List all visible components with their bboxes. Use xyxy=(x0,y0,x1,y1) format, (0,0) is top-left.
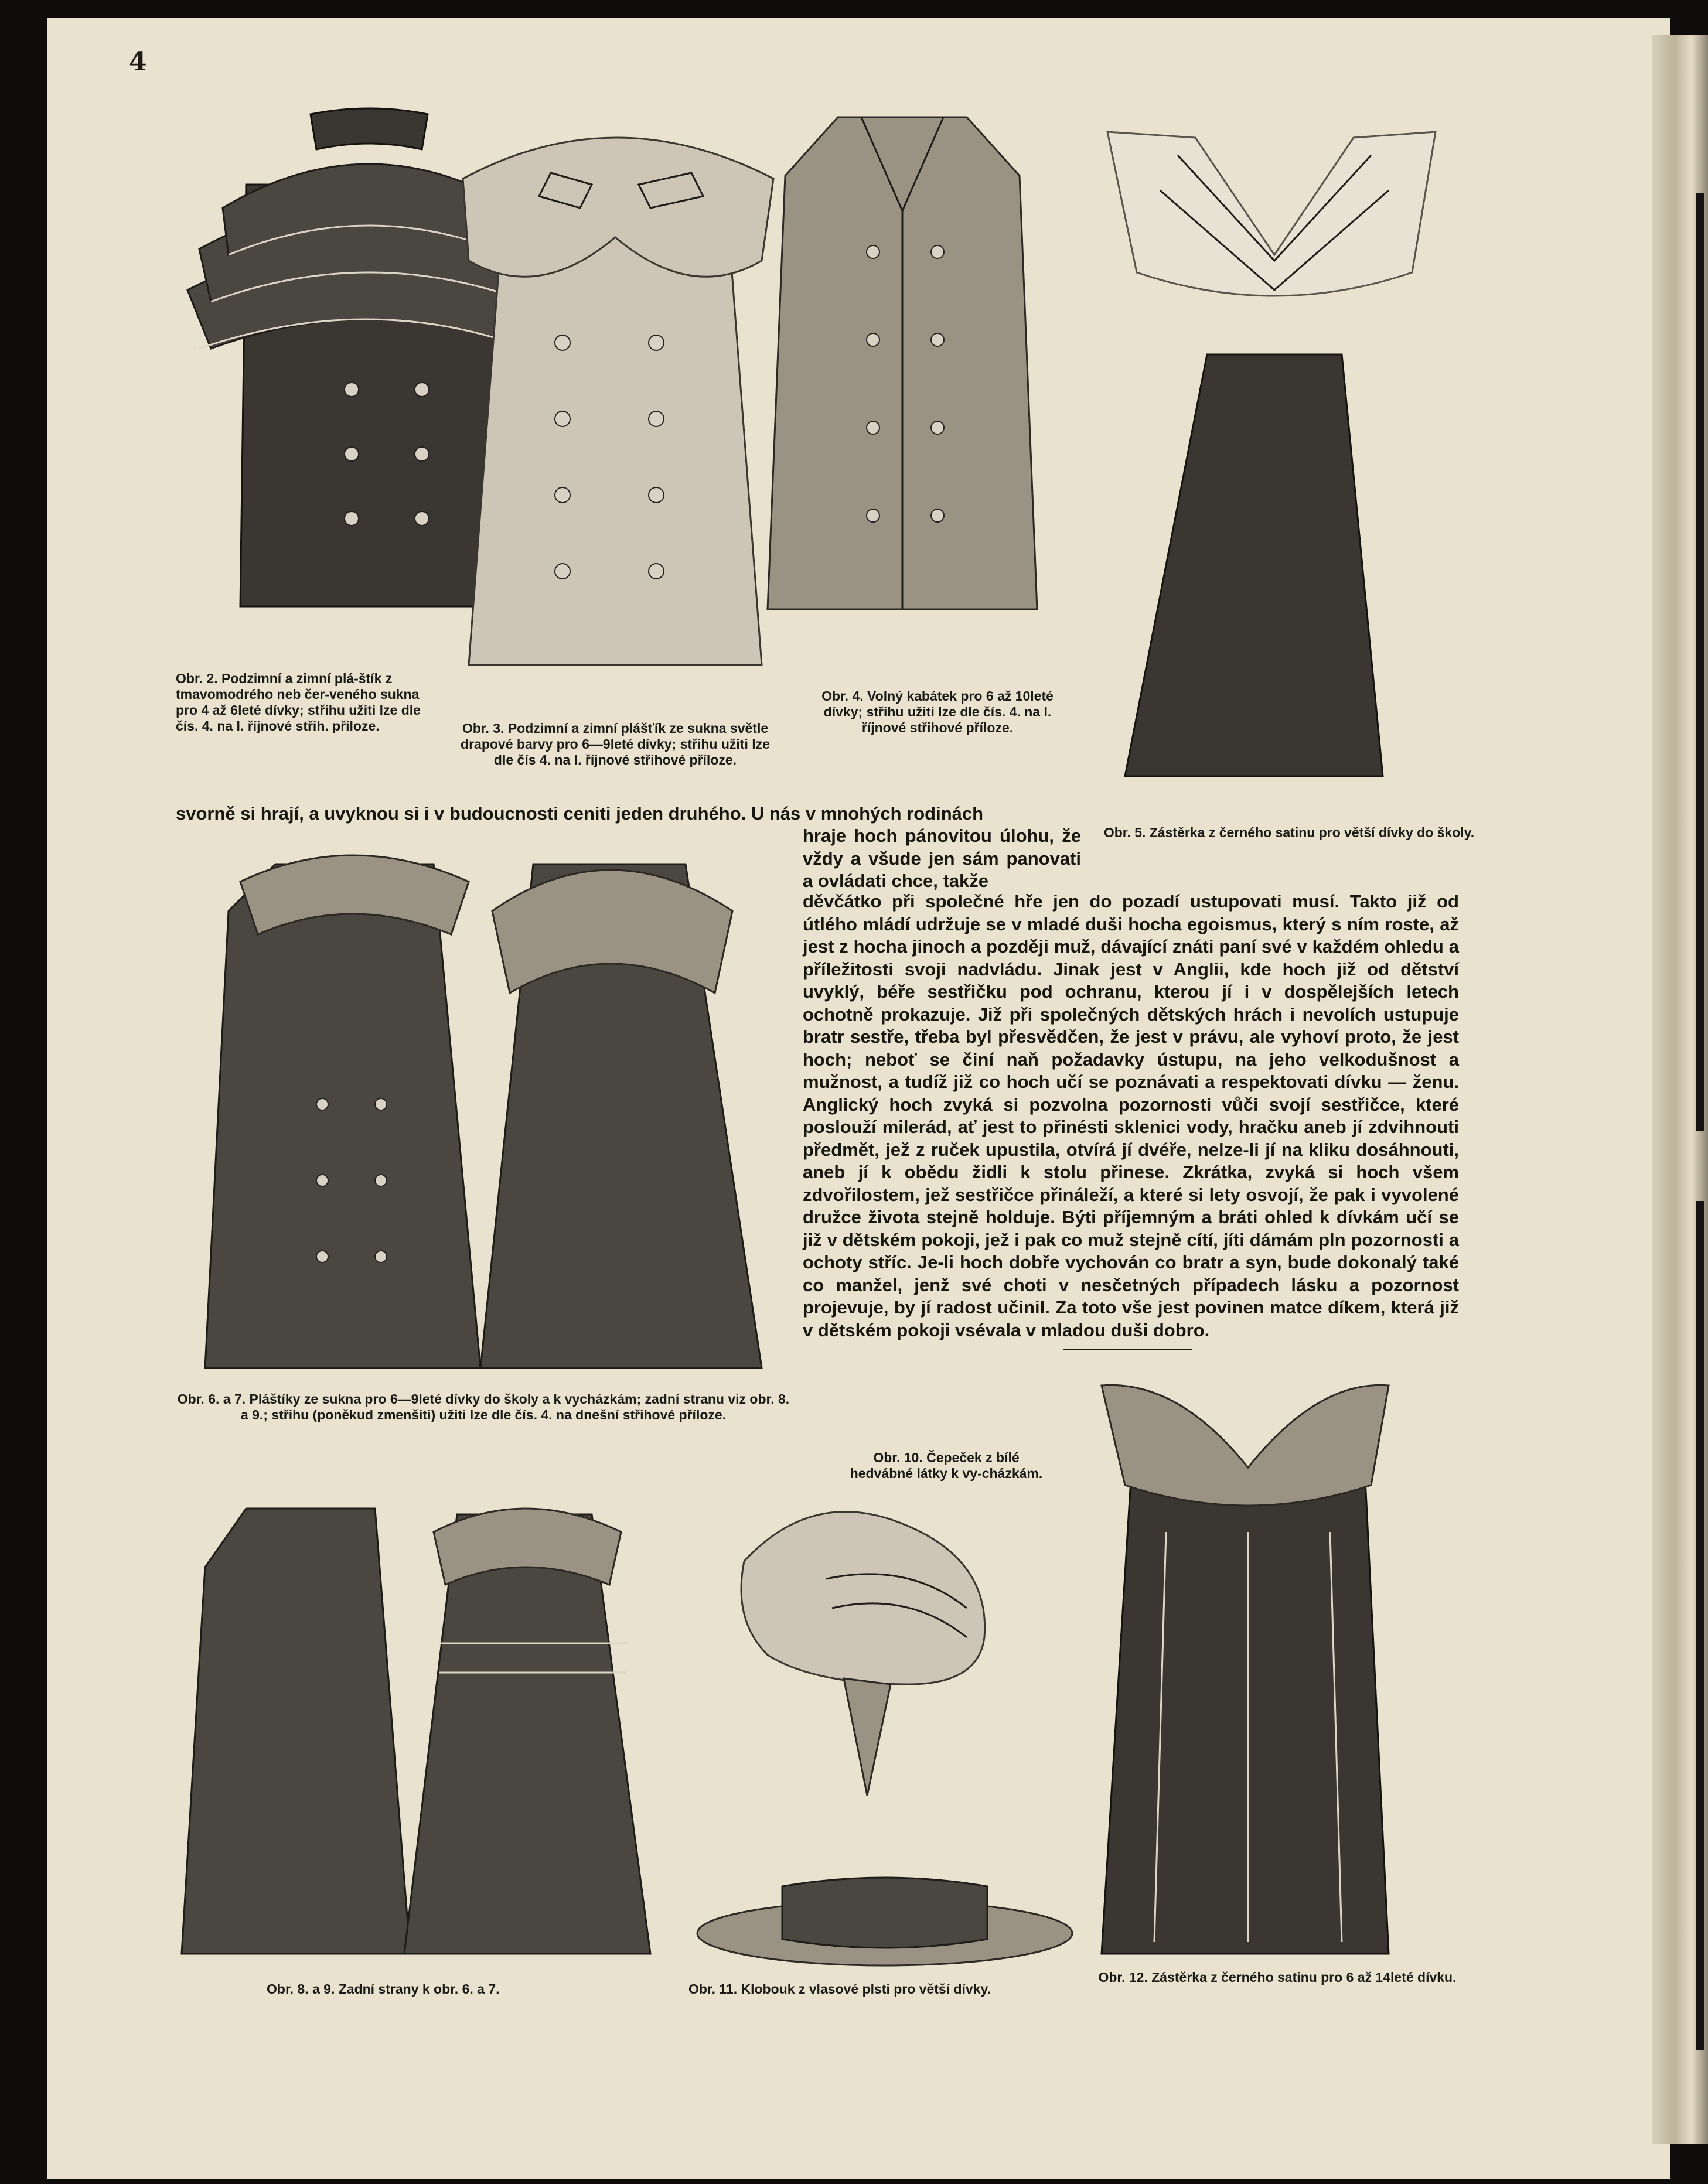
binding-strip xyxy=(1696,193,1704,1131)
caption-fig-8-9: Obr. 8. a 9. Zadní strany k obr. 6. a 7. xyxy=(267,1981,500,1997)
article-narrow-column: hraje hoch pánovitou úlohu, že vždy a všude jen sám panovati a ovládati chce, takže xyxy=(803,825,1081,891)
black-satin-pinafore-illustration xyxy=(1096,1386,1400,1960)
caption-fig-11: Obr. 11. Klobouk z vlasové plsti pro větší dívky. xyxy=(688,1981,991,1997)
felt-hat-illustration xyxy=(694,1875,1075,1968)
back-cloaks-illustration xyxy=(182,1497,650,1960)
front-cloaks-illustration xyxy=(205,841,768,1374)
caption-fig-5: Obr. 5. Zástěrka z černého satinu pro větší dívky do školy. xyxy=(1103,825,1475,840)
caption-fig-2: Obr. 2. Podzimní a zimní plá-štík z tmavomodrého neb čer-veného sukna pro 4 až 6leté dívky; střihu užiti lze dle čís. 4. na I. říjnové střih. příloze. xyxy=(176,671,421,733)
article-body: děvčátko při společné hře jen do pozadí ustupovati musí. Takto již od útlého mládí udržuje se v mladé duši hocha egoismus, který s ním roste, až jest z hocha jinoch a později muž, dávající znáti paní své v každém ohledu a příležitosti svoji nadvládu. Jinak jest v Anglii, kde hoch již od dětství uvyklý, béře sestřičku pod ochranu, kterou jí i v dospělejších letech ochotně prokazuje. Již při společných dětských hrách i nevolích ustupuje bratr sestře, třeba byl přesvědčen, že jest v právu, ale vyhoví proto, že jest hoch; neboť se činí naň požadavky ústupu, na jeho velkodušnost a mužnost, a tudíž již co hoch učí se poznávati a respektovati dívku — ženu. Anglický hoch zvyká si pozvolna pozornosti vůči svojí sestřičce, které poslouží milerád, ať jest to přinésti sklenici vody, hračku aneb jí zdvihnouti předmět, jež z ruček upustila, otvírá jí dvéře, nelze-li jí na kliku dosáhnouti, aneb jí k obědu židli k stolu přinese. Zkrátka, zvyká si hoch všem zdvořilostem, jež sestřičce přináleží, a které si lety osvojí, že pak i vyvolené družce života stejně holduje. Býti příjemným a bráti ohled k dívkám učí se již v dětském pokoji, jež i pak co muž stejně cítí, jíti dámám pln pozornosti a ochoty stříc. Je-li hoch dobře vychován co bratr a syn, bude dokonalý také co manžel, jenž své choti v nesčetných případech lásku a pozornost projevuje, by jí radost učinil. Za toto vše jest povinen matce díkem, která již v dětském pokoji vsévala v mladou duši dobro. xyxy=(803,891,1459,1340)
caption-fig-3: Obr. 3. Podzimní a zimní plášťík ze sukna světle drapové barvy pro 6—9leté dívky; střihu užiti lze dle čís 4. na I. říjnové střihové příloze. xyxy=(461,721,770,767)
article-end-rule xyxy=(1063,1349,1192,1350)
black-satin-apron-illustration xyxy=(1107,120,1441,794)
caption-fig-6-7: Obr. 6. a 7. Pláštíky ze sukna pro 6—9leté dívky do školy a k vycházkám; zadní stranu viz obr. 8. a 9.; střihu (poněkud zmenšiti) užiti lze dle čís. 4. na dnešní střihové příloze. xyxy=(177,1391,790,1422)
caption-fig-10: Obr. 10. Čepeček z bílé hedvábné látky k vy-cházkám. xyxy=(850,1450,1043,1481)
caption-fig-12: Obr. 12. Zástěrka z černého satinu pro 6 až 14leté dívku. xyxy=(1098,1970,1457,1985)
double-breasted-coat-illustration xyxy=(762,105,1043,615)
article-lead-line: svorně si hrají, a uvyknou si i v budoucnosti ceniti jeden druhého. U nás v mnohých rodinách xyxy=(176,803,984,824)
silk-bonnet-illustration xyxy=(732,1491,996,1796)
caption-fig-4: Obr. 4. Volný kabátek pro 6 až 10leté dívky; střihu užiti lze dle čís. 4. na I. říjnové střihové příloze. xyxy=(821,688,1054,735)
page-number: 4 xyxy=(129,47,147,77)
light-coat-with-cape-illustration xyxy=(445,108,785,671)
binding-strip xyxy=(1696,1201,1704,2050)
